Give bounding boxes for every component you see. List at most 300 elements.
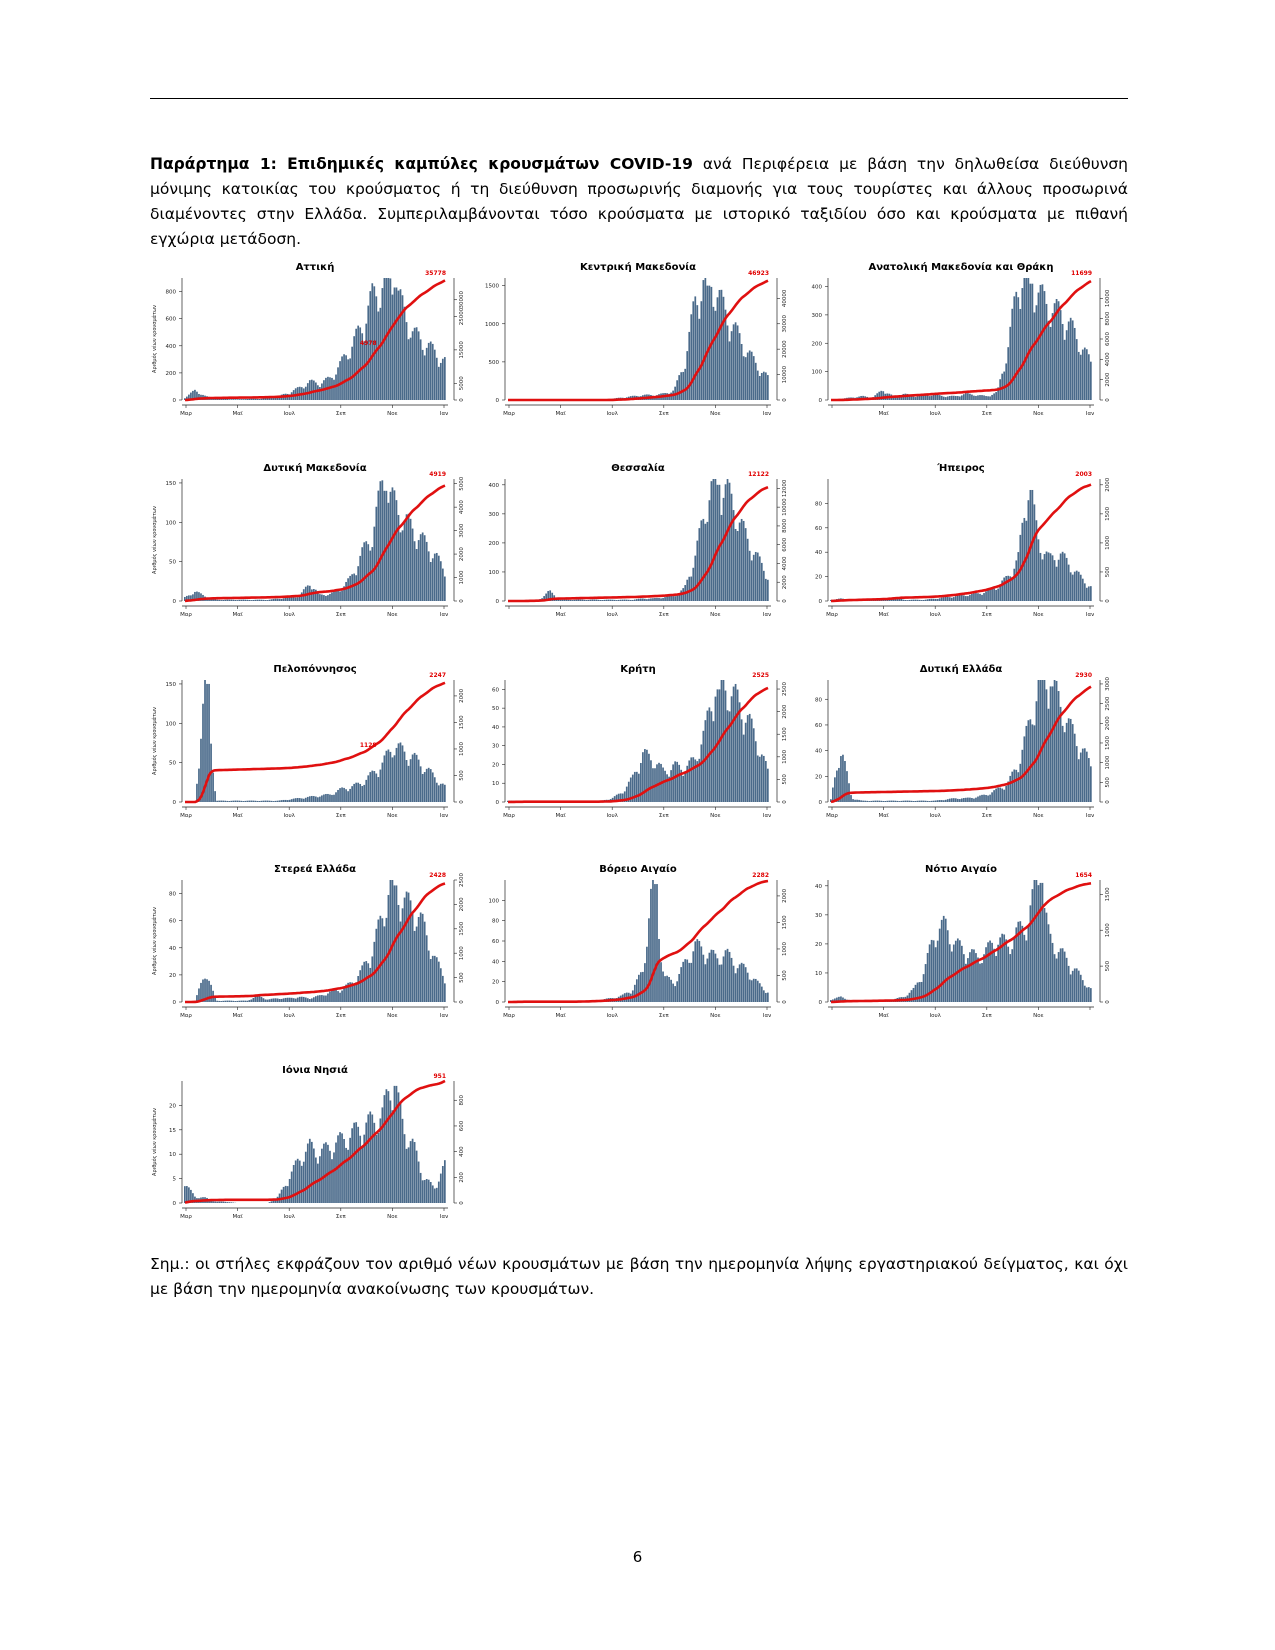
daily-bar <box>935 395 937 400</box>
daily-bar <box>1066 558 1068 601</box>
daily-bar <box>240 600 242 601</box>
y2-tick-label: 0 <box>1105 398 1111 402</box>
daily-bar <box>335 990 337 1002</box>
y2-tick-label: 800 <box>459 1095 465 1106</box>
daily-bar <box>759 757 761 802</box>
y2-tick-label: 2000 <box>1105 716 1111 731</box>
daily-bar <box>747 353 749 400</box>
daily-bar <box>725 310 727 400</box>
daily-bar <box>1007 347 1009 400</box>
daily-bar <box>440 1174 442 1203</box>
daily-bar <box>416 549 418 601</box>
daily-bar <box>1060 310 1062 400</box>
daily-bar <box>418 760 420 802</box>
daily-bar <box>983 593 985 601</box>
daily-bar <box>392 295 394 400</box>
daily-bar <box>969 595 971 601</box>
daily-bar <box>937 800 939 802</box>
daily-bar <box>723 680 725 802</box>
daily-bar <box>967 596 969 601</box>
daily-bar <box>737 690 739 802</box>
daily-bar <box>323 595 325 601</box>
y2-tick-label: 6000 <box>782 537 788 552</box>
daily-bar <box>384 1095 386 1203</box>
daily-bar <box>985 591 987 601</box>
x-tick-label: Σεπ <box>658 411 669 417</box>
daily-bar <box>1056 567 1058 601</box>
daily-bar <box>329 992 331 1002</box>
daily-bar <box>676 380 678 400</box>
y2-tick-label: 1500 <box>459 715 465 730</box>
daily-bar <box>329 594 331 601</box>
daily-bar <box>402 745 404 802</box>
daily-bar <box>860 800 862 802</box>
daily-bar <box>1005 576 1007 601</box>
daily-bar <box>751 560 753 601</box>
daily-bar <box>430 562 432 601</box>
daily-bar <box>870 801 872 802</box>
y2-tick-label: 400 <box>459 1146 465 1157</box>
daily-bar <box>749 551 751 601</box>
daily-bar <box>882 801 884 802</box>
daily-bar <box>1052 686 1054 802</box>
daily-bar <box>220 1001 222 1002</box>
daily-bar <box>382 480 384 601</box>
daily-bar <box>941 396 943 400</box>
daily-bar <box>244 600 246 601</box>
daily-bar <box>660 598 662 601</box>
daily-bar <box>993 790 995 802</box>
x-tick-label: Νοε <box>710 612 721 618</box>
daily-bar <box>745 967 747 1002</box>
daily-bar <box>905 600 907 601</box>
daily-bar <box>257 600 259 601</box>
daily-bar <box>365 780 367 802</box>
x-tick-label: Ιαν <box>762 1013 772 1019</box>
daily-bar <box>905 801 907 802</box>
daily-bar <box>277 599 279 601</box>
x-tick-label: Ιαν <box>762 612 772 618</box>
daily-bar <box>444 1160 446 1203</box>
x-tick-label: Ιαν <box>1085 612 1095 618</box>
x-tick-label: Μαρ <box>180 813 192 819</box>
daily-bar <box>755 741 757 802</box>
daily-bar <box>955 941 957 1002</box>
daily-bar <box>444 983 446 1002</box>
chart-title: Αττική <box>295 262 335 273</box>
daily-bar <box>759 983 761 1002</box>
daily-bar <box>355 575 357 601</box>
daily-bar <box>373 771 375 802</box>
daily-bar <box>846 771 848 802</box>
daily-bar <box>987 396 989 400</box>
daily-bar <box>955 596 957 601</box>
daily-bar <box>858 800 860 802</box>
daily-bar <box>297 798 299 802</box>
daily-bar <box>565 600 567 601</box>
daily-bar <box>721 515 723 601</box>
x-tick-label: Σεπ <box>335 612 346 618</box>
daily-bar <box>983 954 985 1002</box>
daily-bar <box>410 338 412 400</box>
x-tick-label: Νοε <box>387 612 398 618</box>
daily-bar <box>997 945 999 1002</box>
daily-bar <box>745 723 747 802</box>
daily-bar <box>1088 758 1090 802</box>
daily-bar <box>743 356 745 400</box>
daily-bar <box>719 290 721 400</box>
daily-bar <box>242 1001 244 1002</box>
daily-bar <box>632 600 634 601</box>
daily-bar <box>1038 885 1040 1002</box>
daily-bar <box>698 528 700 601</box>
daily-bar <box>325 1142 327 1203</box>
daily-bar <box>642 598 644 601</box>
daily-bar <box>226 1202 228 1203</box>
daily-bar <box>408 893 410 1002</box>
daily-bar <box>434 554 436 601</box>
bar-series <box>184 1086 446 1203</box>
y-tick-label: 300 <box>488 511 499 518</box>
y-tick-label: 40 <box>815 748 822 755</box>
daily-bar <box>341 591 343 601</box>
daily-bar <box>582 600 584 601</box>
y-tick-label: 60 <box>492 687 499 694</box>
y-tick-label: 0 <box>172 800 176 806</box>
x-tick-label: Ιουλ <box>606 612 618 618</box>
y-tick-label: 500 <box>488 359 499 366</box>
daily-bar <box>915 600 917 601</box>
daily-bar <box>1086 349 1088 400</box>
daily-bar <box>265 600 267 601</box>
daily-bar <box>658 598 660 601</box>
daily-bar <box>408 514 410 601</box>
daily-bar <box>963 954 965 1002</box>
y2-tick-label: 0 <box>459 800 465 804</box>
y2-tick-label: 1000 <box>1105 535 1111 550</box>
daily-bar <box>1017 772 1019 802</box>
x-tick-label: Μαϊ <box>878 411 889 417</box>
x-tick-label: Ιουλ <box>283 1013 295 1019</box>
daily-bar <box>967 798 969 802</box>
chart-title: Ήπειρος <box>937 463 985 474</box>
daily-bar <box>424 772 426 802</box>
daily-bar <box>271 801 273 802</box>
daily-bar <box>987 796 989 802</box>
x-tick-label: Σεπ <box>981 411 992 417</box>
daily-bar <box>1042 284 1044 400</box>
daily-bar <box>735 684 737 802</box>
daily-bar <box>622 600 624 601</box>
daily-bar <box>246 801 248 802</box>
daily-bar <box>903 801 905 802</box>
daily-bar <box>226 1001 228 1002</box>
daily-bar <box>335 1143 337 1203</box>
x-tick-label: Νοε <box>387 1214 398 1220</box>
daily-bar <box>949 799 951 802</box>
daily-bar <box>283 598 285 601</box>
daily-bar <box>907 801 909 802</box>
chart-svg <box>473 860 795 1028</box>
daily-bar <box>644 599 646 601</box>
daily-bar <box>666 596 668 601</box>
daily-bar <box>584 600 586 601</box>
daily-bar <box>1025 940 1027 1002</box>
daily-bar <box>1023 736 1025 802</box>
daily-bar <box>559 600 561 601</box>
daily-bar <box>339 993 341 1002</box>
daily-bar <box>1084 348 1086 400</box>
daily-bar <box>259 399 261 400</box>
daily-bar <box>396 885 398 1002</box>
daily-bar <box>242 600 244 601</box>
daily-bar <box>319 594 321 601</box>
daily-bar <box>747 973 749 1002</box>
daily-bar <box>351 1128 353 1203</box>
x-tick-label: Μαρ <box>180 612 192 618</box>
y-tick-label: 1500 <box>485 283 499 290</box>
daily-bar <box>676 762 678 802</box>
daily-bar <box>434 350 436 400</box>
y2-tick-label: 1000 <box>782 941 788 956</box>
daily-bar <box>313 1149 315 1203</box>
daily-bar <box>309 796 311 802</box>
daily-bar <box>343 987 345 1002</box>
page-number: 6 <box>632 1548 643 1566</box>
daily-bar <box>339 361 341 400</box>
x-tick-label: Μαϊ <box>555 612 566 618</box>
daily-bar <box>305 997 307 1002</box>
daily-bar <box>660 962 662 1002</box>
daily-bar <box>363 962 365 1002</box>
cumulative-total-label: 2282 <box>752 872 769 879</box>
daily-bar <box>238 399 240 400</box>
cumulative-total-label: 2247 <box>429 672 446 679</box>
daily-bar <box>436 358 438 400</box>
y-tick-label: 400 <box>165 343 176 350</box>
chart-title: Κρήτη <box>620 664 656 675</box>
daily-bar <box>1068 322 1070 400</box>
daily-bar <box>1052 555 1054 601</box>
y2-tick-label: 1000 <box>782 749 788 764</box>
daily-bar <box>307 797 309 802</box>
daily-bar <box>975 798 977 802</box>
daily-bar <box>941 598 943 601</box>
daily-bar <box>696 939 698 1002</box>
y-tick-label: 20 <box>492 979 499 986</box>
x-tick-label: Ιαν <box>439 612 449 618</box>
daily-bar <box>251 801 253 802</box>
y-tick-label: 40 <box>169 945 176 952</box>
daily-bar <box>293 1165 295 1203</box>
daily-bar <box>616 600 618 601</box>
daily-bar <box>345 582 347 601</box>
daily-bar <box>305 798 307 802</box>
daily-bar <box>1060 948 1062 1002</box>
daily-bar <box>931 599 933 601</box>
x-tick-label: Σεπ <box>335 1013 346 1019</box>
daily-bar <box>1048 924 1050 1002</box>
daily-bar <box>1078 759 1080 802</box>
daily-bar <box>937 395 939 400</box>
daily-bar <box>747 715 749 802</box>
daily-bar <box>434 956 436 1002</box>
daily-bar <box>265 801 267 802</box>
daily-bar <box>416 755 418 802</box>
daily-bar <box>737 325 739 400</box>
daily-bar <box>1013 569 1015 601</box>
daily-bar <box>929 801 931 802</box>
daily-bar <box>569 600 571 601</box>
y-tick-label: 100 <box>811 369 822 376</box>
daily-bar <box>1072 575 1074 601</box>
daily-bar <box>412 529 414 601</box>
x-tick-label: Νοε <box>1033 1013 1044 1019</box>
daily-bar <box>700 520 702 601</box>
daily-bar <box>733 687 735 802</box>
daily-bar <box>216 801 218 802</box>
x-tick-label: Μαϊ <box>232 813 243 819</box>
daily-bar <box>341 1133 343 1203</box>
cumulative-total-label: 4919 <box>429 471 446 478</box>
daily-bar <box>321 1149 323 1203</box>
daily-bar <box>279 800 281 802</box>
y-tick-label: 0 <box>172 1000 176 1006</box>
daily-bar <box>440 784 442 802</box>
daily-bar <box>567 600 569 601</box>
daily-bar <box>751 980 753 1002</box>
daily-bar <box>390 880 392 1002</box>
daily-bar <box>634 985 636 1002</box>
daily-bar <box>600 600 602 601</box>
daily-bar <box>872 801 874 802</box>
x-tick-label: Σεπ <box>981 612 992 618</box>
daily-bar <box>759 376 761 400</box>
daily-bar <box>646 599 648 601</box>
daily-bar <box>428 951 430 1002</box>
daily-bar <box>1058 560 1060 601</box>
daily-bar <box>646 750 648 802</box>
daily-bar <box>1056 959 1058 1002</box>
daily-bar <box>255 600 257 601</box>
region-chart <box>796 258 1118 426</box>
region-chart <box>150 860 472 1028</box>
daily-bar <box>248 801 250 802</box>
y-tick-label: 20 <box>492 762 499 769</box>
daily-bar <box>658 939 660 1002</box>
y-axis-label: Αριθμός νέων κρουσμάτων <box>152 907 158 975</box>
daily-bar <box>709 953 711 1002</box>
y-tick-label: 80 <box>169 891 176 898</box>
daily-bar <box>295 598 297 601</box>
daily-bar <box>355 783 357 802</box>
daily-bar <box>186 1186 188 1203</box>
daily-bar <box>937 599 939 601</box>
daily-bar <box>747 539 749 601</box>
x-tick-label: Σεπ <box>335 813 346 819</box>
daily-bar <box>586 600 588 601</box>
daily-bar <box>232 1001 234 1002</box>
daily-bar <box>402 530 404 601</box>
y-tick-label: 60 <box>169 918 176 925</box>
y2-tick-label: 500 <box>1105 777 1111 788</box>
daily-bar <box>981 795 983 802</box>
chart-title: Πελοπόννησος <box>273 664 357 675</box>
y2-tick-label: 0 <box>459 599 465 603</box>
daily-bar <box>375 929 377 1002</box>
daily-bar <box>700 744 702 802</box>
daily-bar <box>636 979 638 1002</box>
daily-bar <box>729 952 731 1002</box>
daily-bar <box>406 514 408 601</box>
y-tick-label: 10 <box>169 1152 176 1159</box>
y2-tick-label: 0 <box>1105 599 1111 603</box>
y-tick-label: 1000 <box>485 321 499 328</box>
daily-bar <box>214 998 216 1002</box>
daily-bar <box>216 1202 218 1203</box>
daily-bar <box>375 507 377 601</box>
daily-bar <box>210 985 212 1002</box>
daily-bar <box>1066 958 1068 1002</box>
daily-bar <box>335 792 337 802</box>
x-tick-label: Νοε <box>710 1013 721 1019</box>
daily-bar <box>283 1187 285 1203</box>
y2-tick-label: 500 <box>782 774 788 785</box>
cumulative-total-label: 35778 <box>425 270 446 277</box>
daily-bar <box>1030 905 1032 1002</box>
daily-bar <box>230 1001 232 1002</box>
daily-bar <box>422 774 424 802</box>
y-tick-label: 20 <box>815 574 822 581</box>
daily-bar <box>761 373 763 400</box>
daily-bar <box>640 763 642 802</box>
y-tick-label: 20 <box>815 774 822 781</box>
daily-bar <box>390 492 392 601</box>
chart-svg <box>473 258 795 426</box>
daily-bar <box>404 752 406 802</box>
y2-tick-label: 8000 <box>782 518 788 533</box>
daily-bar <box>612 600 614 601</box>
daily-bar <box>921 600 923 601</box>
chart-svg <box>473 459 795 627</box>
daily-bar <box>1068 565 1070 601</box>
daily-bar <box>723 498 725 601</box>
daily-bar <box>1064 553 1066 601</box>
x-tick-label: Ιαν <box>762 813 772 819</box>
daily-bar <box>705 278 707 400</box>
daily-bar <box>396 500 398 601</box>
daily-bar <box>969 394 971 400</box>
daily-bar <box>717 297 719 400</box>
y-tick-label: 600 <box>165 316 176 323</box>
daily-bar <box>222 600 224 601</box>
daily-bar <box>884 801 886 802</box>
daily-bar <box>983 395 985 400</box>
region-chart <box>150 258 472 426</box>
daily-bar <box>234 801 236 802</box>
daily-bar <box>640 972 642 1002</box>
x-tick-label: Ιουλ <box>929 612 941 618</box>
daily-bar <box>218 1001 220 1002</box>
daily-bar <box>365 961 367 1002</box>
daily-bar <box>638 599 640 601</box>
daily-bar <box>343 1139 345 1203</box>
daily-bar <box>281 999 283 1002</box>
x-tick-label: Σεπ <box>335 1214 346 1220</box>
daily-bar <box>640 599 642 601</box>
daily-bar <box>418 540 420 601</box>
daily-bar <box>1017 297 1019 400</box>
